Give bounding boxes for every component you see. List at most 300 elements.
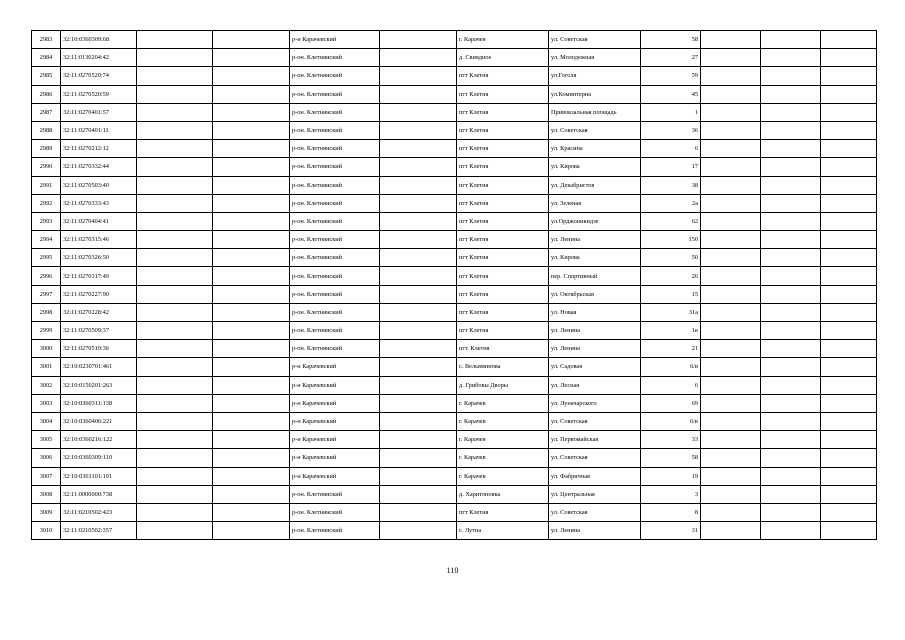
district-cell: р-он. Клетнянский <box>290 194 380 212</box>
empty-cell <box>213 212 290 230</box>
house-number-cell: 50 <box>641 249 701 267</box>
cadastral-number-cell: 32:10:0360216:122 <box>61 431 137 449</box>
empty-cell <box>821 449 877 467</box>
row-number-cell: 2986 <box>32 85 61 103</box>
empty-cell <box>821 467 877 485</box>
empty-cell <box>821 140 877 158</box>
empty-cell <box>380 322 457 340</box>
empty-cell <box>821 249 877 267</box>
street-cell: ул. Зеленая <box>549 194 641 212</box>
district-cell: р-он. Клетнянский <box>290 303 380 321</box>
empty-cell <box>213 249 290 267</box>
row-number-cell: 2994 <box>32 231 61 249</box>
cadastral-number-cell: 32:11:0130204:42 <box>61 49 137 67</box>
table-row <box>32 267 877 285</box>
locality-cell: пгт Клетня <box>457 140 549 158</box>
street-cell: ул. Новая <box>549 303 641 321</box>
empty-cell <box>821 176 877 194</box>
empty-cell <box>701 49 761 67</box>
empty-cell <box>213 322 290 340</box>
empty-cell <box>761 485 821 503</box>
district-cell: р-он. Клетнянский <box>290 231 380 249</box>
cadastral-number-cell: 32:10:0360311:138 <box>61 394 137 412</box>
district-cell: р-он. Клетнянский <box>290 322 380 340</box>
empty-cell <box>701 194 761 212</box>
table-row <box>32 49 877 67</box>
row-number-cell: 2984 <box>32 49 61 67</box>
row-number-cell: 2991 <box>32 176 61 194</box>
empty-cell <box>701 140 761 158</box>
empty-cell <box>761 231 821 249</box>
empty-cell <box>701 431 761 449</box>
row-number-cell: 3007 <box>32 467 61 485</box>
empty-cell <box>137 376 213 394</box>
cadastral-number-cell: 32:10:0230701:461 <box>61 358 137 376</box>
table-row <box>32 485 877 503</box>
page-number: 110 <box>446 566 459 575</box>
empty-cell <box>701 503 761 521</box>
empty-cell <box>821 212 877 230</box>
empty-cell <box>213 31 290 49</box>
cadastral-number-cell: 32:10:0360309:68 <box>61 31 137 49</box>
district-cell: р-он. Клетнянский <box>290 522 380 540</box>
empty-cell <box>701 31 761 49</box>
cadastral-number-cell: 32:11:0270228:42 <box>61 303 137 321</box>
locality-cell: пгт Клетня <box>457 158 549 176</box>
row-number-cell: 2995 <box>32 249 61 267</box>
empty-cell <box>380 249 457 267</box>
table-row <box>32 522 877 540</box>
empty-cell <box>380 503 457 521</box>
table-row <box>32 140 877 158</box>
empty-cell <box>761 85 821 103</box>
locality-cell: пгт Клетня <box>457 267 549 285</box>
table-row <box>32 412 877 430</box>
table-row <box>32 449 877 467</box>
empty-cell <box>701 358 761 376</box>
street-cell: ул. Советская <box>549 121 641 139</box>
locality-cell: г. Карачев <box>457 467 549 485</box>
empty-cell <box>213 267 290 285</box>
table-row <box>32 212 877 230</box>
cadastral-number-cell: 32:11:0270520:74 <box>61 67 137 85</box>
district-cell: р-он. Клетнянский <box>290 340 380 358</box>
empty-cell <box>701 412 761 430</box>
empty-cell <box>137 121 213 139</box>
district-cell: р-он. Клетнянский <box>290 103 380 121</box>
empty-cell <box>137 67 213 85</box>
table-row <box>32 376 877 394</box>
row-number-cell: 2990 <box>32 158 61 176</box>
empty-cell <box>380 31 457 49</box>
empty-cell <box>380 285 457 303</box>
street-cell: ул. Садовая <box>549 358 641 376</box>
empty-cell <box>213 176 290 194</box>
street-cell: ул. Ленина <box>549 340 641 358</box>
empty-cell <box>701 522 761 540</box>
cadastral-number-cell: 32:11:0270326:50 <box>61 249 137 267</box>
empty-cell <box>761 158 821 176</box>
cadastral-number-cell: 32:11:0270333:43 <box>61 194 137 212</box>
row-number-cell: 2985 <box>32 67 61 85</box>
empty-cell <box>137 303 213 321</box>
house-number-cell: 21 <box>641 340 701 358</box>
house-number-cell: 15 <box>641 285 701 303</box>
empty-cell <box>821 267 877 285</box>
district-cell: р-н Карачевский <box>290 394 380 412</box>
empty-cell <box>213 485 290 503</box>
locality-cell: г. Карачев <box>457 449 549 467</box>
cadastral-number-cell: 32:11:0270520:59 <box>61 85 137 103</box>
street-cell: ул. Советская <box>549 449 641 467</box>
row-number-cell: 2997 <box>32 285 61 303</box>
locality-cell: пгт Клетня <box>457 285 549 303</box>
empty-cell <box>701 67 761 85</box>
empty-cell <box>701 158 761 176</box>
table-row <box>32 194 877 212</box>
district-cell: р-н Карачевский <box>290 412 380 430</box>
empty-cell <box>137 285 213 303</box>
house-number-cell: 58 <box>641 449 701 467</box>
cadastral-number-cell: 32:11:0270227:90 <box>61 285 137 303</box>
empty-cell <box>761 31 821 49</box>
empty-cell <box>137 322 213 340</box>
empty-cell <box>213 49 290 67</box>
locality-cell: пгт Клетня <box>457 231 549 249</box>
empty-cell <box>761 503 821 521</box>
locality-cell: пгт Клетня <box>457 85 549 103</box>
cadastral-number-cell: 32:10:0360406:221 <box>61 412 137 430</box>
empty-cell <box>137 194 213 212</box>
empty-cell <box>701 103 761 121</box>
locality-cell: пгт Клетня <box>457 303 549 321</box>
empty-cell <box>821 358 877 376</box>
cadastral-number-cell: 32:11:0270401:57 <box>61 103 137 121</box>
empty-cell <box>761 103 821 121</box>
empty-cell <box>213 376 290 394</box>
locality-cell: пгт Клетня <box>457 322 549 340</box>
empty-cell <box>213 140 290 158</box>
table-row <box>32 103 877 121</box>
table-row <box>32 431 877 449</box>
empty-cell <box>137 340 213 358</box>
locality-cell: пгт Клетня <box>457 67 549 85</box>
empty-cell <box>137 522 213 540</box>
empty-cell <box>213 340 290 358</box>
row-number-cell: 2988 <box>32 121 61 139</box>
registry-table-body <box>32 31 877 540</box>
empty-cell <box>761 140 821 158</box>
row-number-cell: 3006 <box>32 449 61 467</box>
street-cell: ул. Молодежная <box>549 49 641 67</box>
street-cell: ул.Коминтерна <box>549 85 641 103</box>
row-number-cell: 3003 <box>32 394 61 412</box>
empty-cell <box>701 449 761 467</box>
empty-cell <box>821 194 877 212</box>
street-cell: ул. Советская <box>549 412 641 430</box>
empty-cell <box>821 103 877 121</box>
locality-cell: пгт Клетня <box>457 176 549 194</box>
house-number-cell: 19 <box>641 467 701 485</box>
house-number-cell: 8 <box>641 503 701 521</box>
street-cell: ул. Ленина <box>549 322 641 340</box>
cadastral-number-cell: 32:11:0000000:738 <box>61 485 137 503</box>
empty-cell <box>761 176 821 194</box>
cadastral-number-cell: 32:10:0360309:110 <box>61 449 137 467</box>
district-cell: р-он. Клетнянский <box>290 212 380 230</box>
table-row <box>32 467 877 485</box>
empty-cell <box>213 85 290 103</box>
empty-cell <box>821 522 877 540</box>
table-row <box>32 249 877 267</box>
cadastral-number-cell: 32:10:0361101:191 <box>61 467 137 485</box>
empty-cell <box>701 376 761 394</box>
locality-cell: д. Харитоновка <box>457 485 549 503</box>
street-cell: ул. Фабричная <box>549 467 641 485</box>
row-number-cell: 2999 <box>32 322 61 340</box>
empty-cell <box>761 49 821 67</box>
row-number-cell: 3008 <box>32 485 61 503</box>
cadastral-number-cell: 32:11:0270401:11 <box>61 121 137 139</box>
locality-cell: г. Карачев <box>457 431 549 449</box>
empty-cell <box>137 412 213 430</box>
empty-cell <box>380 103 457 121</box>
district-cell: р-он. Клетнянский <box>290 249 380 267</box>
house-number-cell: 31 <box>641 522 701 540</box>
locality-cell: г. Карачев <box>457 31 549 49</box>
district-cell: р-н Карачевский <box>290 31 380 49</box>
empty-cell <box>761 194 821 212</box>
empty-cell <box>380 194 457 212</box>
empty-cell <box>380 140 457 158</box>
street-cell: ул. Ленина <box>549 522 641 540</box>
empty-cell <box>701 394 761 412</box>
empty-cell <box>213 522 290 540</box>
empty-cell <box>213 231 290 249</box>
empty-cell <box>137 31 213 49</box>
empty-cell <box>380 67 457 85</box>
street-cell: ул. Советская <box>549 31 641 49</box>
cadastral-number-cell: 32:11:0270332:44 <box>61 158 137 176</box>
house-number-cell: 69 <box>641 394 701 412</box>
house-number-cell: 33 <box>641 431 701 449</box>
row-number-cell: 2992 <box>32 194 61 212</box>
empty-cell <box>701 340 761 358</box>
empty-cell <box>821 485 877 503</box>
empty-cell <box>701 176 761 194</box>
empty-cell <box>701 85 761 103</box>
district-cell: р-н Карачевский <box>290 376 380 394</box>
locality-cell: пгт Клетня <box>457 503 549 521</box>
house-number-cell: 62 <box>641 212 701 230</box>
empty-cell <box>821 303 877 321</box>
street-cell: ул. Лесная <box>549 376 641 394</box>
empty-cell <box>701 231 761 249</box>
empty-cell <box>701 322 761 340</box>
empty-cell <box>380 522 457 540</box>
empty-cell <box>821 158 877 176</box>
empty-cell <box>761 322 821 340</box>
house-number-cell: 2а <box>641 194 701 212</box>
empty-cell <box>821 231 877 249</box>
empty-cell <box>137 449 213 467</box>
house-number-cell: 6/в <box>641 358 701 376</box>
row-number-cell: 2993 <box>32 212 61 230</box>
locality-cell: пгт Клетня <box>457 103 549 121</box>
empty-cell <box>137 212 213 230</box>
empty-cell <box>380 358 457 376</box>
empty-cell <box>821 394 877 412</box>
street-cell: ул. Кирова <box>549 249 641 267</box>
empty-cell <box>761 67 821 85</box>
empty-cell <box>821 376 877 394</box>
empty-cell <box>213 194 290 212</box>
house-number-cell: 1в <box>641 322 701 340</box>
house-number-cell: 31а <box>641 303 701 321</box>
district-cell: р-н Карачевский <box>290 358 380 376</box>
empty-cell <box>761 212 821 230</box>
row-number-cell: 3005 <box>32 431 61 449</box>
empty-cell <box>761 522 821 540</box>
cadastral-number-cell: 32:11:0270315:46 <box>61 231 137 249</box>
empty-cell <box>701 285 761 303</box>
district-cell: р-н Карачевский <box>290 431 380 449</box>
cadastral-number-cell: 32:11:0270509:37 <box>61 322 137 340</box>
table-row <box>32 285 877 303</box>
house-number-cell: 17 <box>641 158 701 176</box>
street-cell: ул. Красина <box>549 140 641 158</box>
empty-cell <box>380 394 457 412</box>
empty-cell <box>213 467 290 485</box>
house-number-cell: 6/в <box>641 412 701 430</box>
street-cell: ул.Гоголя <box>549 67 641 85</box>
empty-cell <box>137 103 213 121</box>
empty-cell <box>821 49 877 67</box>
row-number-cell: 2983 <box>32 31 61 49</box>
empty-cell <box>701 467 761 485</box>
locality-cell: пгт. Клетня <box>457 340 549 358</box>
empty-cell <box>380 231 457 249</box>
house-number-cell: 6 <box>641 140 701 158</box>
empty-cell <box>213 67 290 85</box>
empty-cell <box>213 121 290 139</box>
table-row <box>32 158 877 176</box>
empty-cell <box>380 412 457 430</box>
empty-cell <box>213 285 290 303</box>
row-number-cell: 3001 <box>32 358 61 376</box>
empty-cell <box>821 503 877 521</box>
empty-cell <box>380 176 457 194</box>
empty-cell <box>137 503 213 521</box>
row-number-cell: 2987 <box>32 103 61 121</box>
cadastral-number-cell: 32:11:0270404:41 <box>61 212 137 230</box>
street-cell: Привокзальная площадь <box>549 103 641 121</box>
street-cell: ул. Кирова <box>549 158 641 176</box>
cadastral-number-cell: 32:11:0270212:12 <box>61 140 137 158</box>
empty-cell <box>137 176 213 194</box>
empty-cell <box>137 231 213 249</box>
locality-cell: пгт Клетня <box>457 121 549 139</box>
empty-cell <box>213 503 290 521</box>
house-number-cell: 59 <box>641 67 701 85</box>
district-cell: р-он. Клетнянский <box>290 485 380 503</box>
empty-cell <box>701 267 761 285</box>
street-cell: пер. Спортивный <box>549 267 641 285</box>
empty-cell <box>701 485 761 503</box>
cadastral-number-cell: 32:11:0210502:423 <box>61 503 137 521</box>
locality-cell: пгт Клетня <box>457 194 549 212</box>
empty-cell <box>701 212 761 230</box>
empty-cell <box>137 358 213 376</box>
empty-cell <box>380 376 457 394</box>
locality-cell: с. Лутна <box>457 522 549 540</box>
district-cell: р-он. Клетнянский <box>290 121 380 139</box>
street-cell: ул. Советская <box>549 503 641 521</box>
table-row <box>32 340 877 358</box>
table-row <box>32 31 877 49</box>
table-row <box>32 176 877 194</box>
district-cell: р-он. Клетнянский <box>290 285 380 303</box>
empty-cell <box>821 285 877 303</box>
house-number-cell: 27 <box>641 49 701 67</box>
empty-cell <box>137 49 213 67</box>
locality-cell: г. Карачев <box>457 394 549 412</box>
locality-cell: пгт Клетня <box>457 212 549 230</box>
district-cell: р-он. Клетнянский <box>290 503 380 521</box>
empty-cell <box>380 485 457 503</box>
empty-cell <box>380 467 457 485</box>
empty-cell <box>380 49 457 67</box>
empty-cell <box>137 140 213 158</box>
registry-table <box>31 30 877 540</box>
table-row <box>32 67 877 85</box>
empty-cell <box>137 485 213 503</box>
district-cell: р-он. Клетнянский <box>290 67 380 85</box>
empty-cell <box>137 394 213 412</box>
locality-cell: г. Карачев <box>457 412 549 430</box>
empty-cell <box>701 249 761 267</box>
house-number-cell: 36 <box>641 121 701 139</box>
street-cell: ул.Орджоникидзе <box>549 212 641 230</box>
cadastral-number-cell: 32:10:0150201:263 <box>61 376 137 394</box>
house-number-cell: 58 <box>641 31 701 49</box>
empty-cell <box>701 303 761 321</box>
cadastral-number-cell: 32:11:0270519:36 <box>61 340 137 358</box>
house-number-cell: 1 <box>641 103 701 121</box>
street-cell: ул. Центральная <box>549 485 641 503</box>
empty-cell <box>821 31 877 49</box>
district-cell: р-он. Клетнянский <box>290 158 380 176</box>
empty-cell <box>761 340 821 358</box>
locality-cell: д. Грибовы Дворы <box>457 376 549 394</box>
district-cell: р-он. Клетнянский <box>290 49 380 67</box>
empty-cell <box>380 85 457 103</box>
empty-cell <box>761 249 821 267</box>
row-number-cell: 3010 <box>32 522 61 540</box>
empty-cell <box>821 412 877 430</box>
empty-cell <box>137 467 213 485</box>
row-number-cell: 3002 <box>32 376 61 394</box>
empty-cell <box>213 412 290 430</box>
locality-cell: д. Свиядное <box>457 49 549 67</box>
empty-cell <box>761 285 821 303</box>
street-cell: ул. Декабристов <box>549 176 641 194</box>
district-cell: р-он. Клетнянский <box>290 85 380 103</box>
empty-cell <box>821 431 877 449</box>
street-cell: ул. Ленина <box>549 231 641 249</box>
house-number-cell: 26 <box>641 267 701 285</box>
table-row <box>32 503 877 521</box>
